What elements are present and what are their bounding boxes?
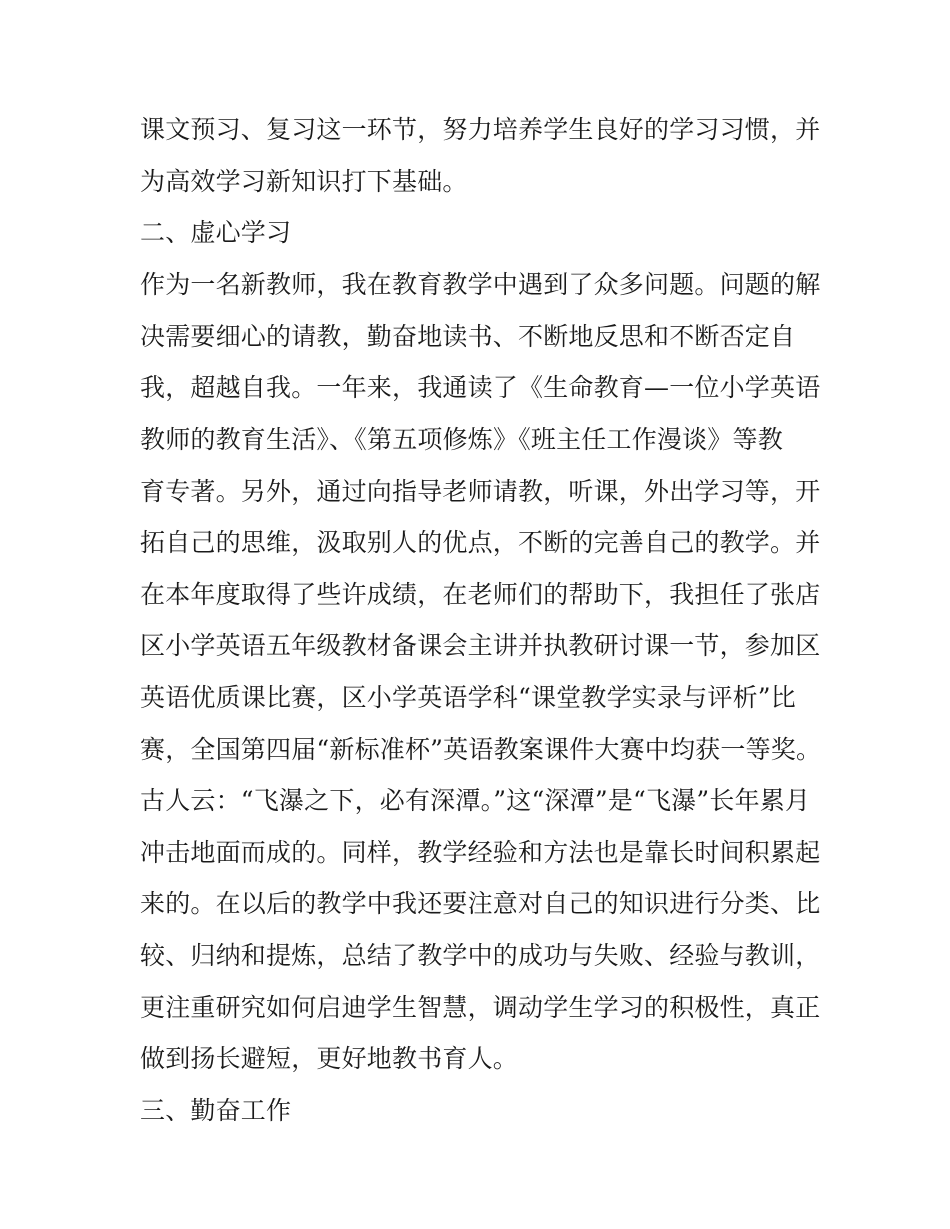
paragraph-line: 育专著。另外，通过向指导老师请教，听课，外出学习等，开: [140, 476, 821, 506]
paragraph-line: 较、归纳和提炼，总结了教学中的成功与失败、经验与教训，: [140, 940, 821, 970]
paragraph-line: 赛，全国第四届“新标准杯”英语教案课件大赛中均获一等奖。: [140, 734, 822, 764]
paragraph-line: 为高效学习新知识打下基础。: [140, 166, 468, 196]
paragraph-line: 我，超越自我。一年来，我通读了《生命教育—一位小学英语: [140, 373, 821, 403]
paragraph-line: 来的。在以后的教学中我还要注意对自己的知识进行分类、比: [140, 889, 821, 919]
paragraph-line: 作为一名新教师，我在教育教学中遇到了众多问题。问题的解: [140, 270, 821, 300]
paragraph-line: 区小学英语五年级教材备课会主讲并执教研讨课一节，参加区: [140, 631, 821, 661]
paragraph-line: 古人云：“飞瀑之下，必有深潭。”这“深潭”是“飞瀑”长年累月: [140, 786, 811, 816]
paragraph-line: 英语优质课比赛，区小学英语学科“课堂教学实录与评析”比: [140, 682, 796, 712]
paragraph-line: 教师的教育生活》、《第五项修炼》《班主任工作漫谈》等教: [140, 424, 783, 454]
paragraph-line: 拓自己的思维，汲取别人的优点，不断的完善自己的教学。并: [140, 528, 821, 558]
section-heading-2: 二、虚心学习: [140, 218, 292, 248]
paragraph-line: 课文预习、复习这一环节，努力培养学生良好的学习习惯，并: [140, 115, 821, 144]
paragraph-line: 更注重研究如何启迪学生智慧，调动学生学习的积极性，真正: [140, 992, 821, 1022]
paragraph-line: 决需要细心的请教，勤奋地读书、不断地反思和不断否定自: [140, 321, 796, 351]
paragraph-line: 冲击地面而成的。同样，教学经验和方法也是靠长时间积累起: [140, 837, 821, 867]
paragraph-line: 做到扬长避短，更好地教书育人。: [140, 1044, 519, 1074]
document-body: [140, 104, 820, 1137]
section-heading-3: 三、勤奋工作: [140, 1095, 292, 1125]
paragraph-line: 在本年度取得了些许成绩，在老师们的帮助下，我担任了张店: [140, 579, 821, 609]
